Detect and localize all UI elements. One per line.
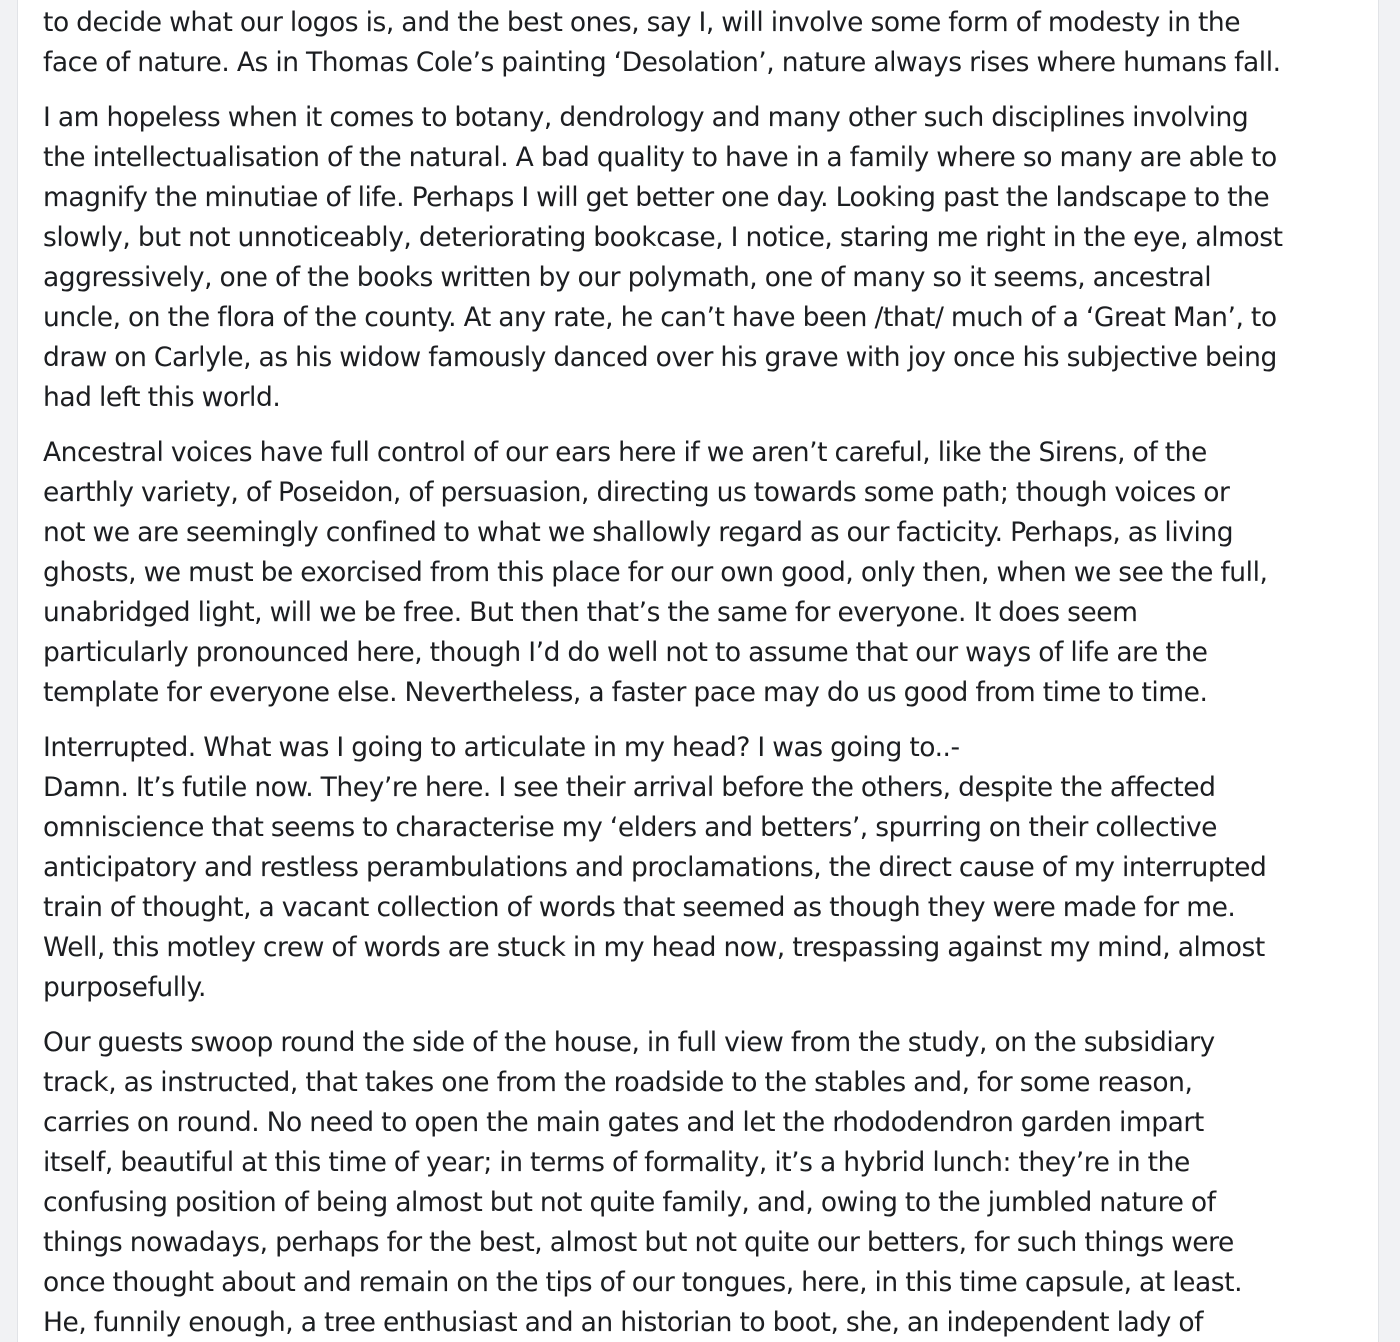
text-line: ghosts, we must be exorcised from this place for our own good, only then, when we see the full, <box>43 557 1268 588</box>
text-line: not we are seemingly confined to what we shallowly regard as our facticity. Perhaps, as living <box>43 517 1234 548</box>
paragraph-4 <box>43 728 1373 1008</box>
text-line: track, as instructed, that takes one from the roadside to the stables and, for some reason, <box>43 1067 1193 1098</box>
text-line: earthly variety, of Poseidon, of persuasion, directing us towards some path; though voices or <box>43 477 1230 508</box>
text-line: once thought about and remain on the tips of our tongues, here, in this time capsule, at least. <box>43 1267 1243 1298</box>
text-line: Ancestral voices have full control of our ears here if we aren’t careful, like the Sirens, of the <box>43 437 1207 468</box>
paragraph-5 <box>43 1023 1373 1342</box>
text-line: draw on Carlyle, as his widow famously danced over his grave with joy once his subjective being <box>43 342 1277 373</box>
text-line: Well, this motley crew of words are stuck in my head now, trespassing against my mind, almost <box>43 932 1265 963</box>
text-line: Interrupted. What was I going to articulate in my head? I was going to..- <box>43 732 960 763</box>
text-line: uncle, on the flora of the county. At any rate, he can’t have been /that/ much of a ‘Great Man’, to <box>43 302 1277 333</box>
text-line: particularly pronounced here, though I’d do well not to assume that our ways of life are the <box>43 637 1208 668</box>
text-line: itself, beautiful at this time of year; in terms of formality, it’s a hybrid lunch: they’re in the <box>43 1147 1190 1178</box>
text-line: I am hopeless when it comes to botany, dendrology and many other such disciplines involving <box>43 102 1249 133</box>
text-line: purposefully. <box>43 972 206 1003</box>
paragraph-3 <box>43 433 1373 713</box>
text-line: slowly, but not unnoticeably, deteriorating bookcase, I notice, staring me right in the eye, almost <box>43 222 1283 253</box>
text-line: aggressively, one of the books written by our polymath, one of many so it seems, ancestral <box>43 262 1212 293</box>
document-page <box>17 0 1379 1342</box>
text-line: unabridged light, will we be free. But then that’s the same for everyone. It does seem <box>43 597 1138 628</box>
text-line: Damn. It’s futile now. They’re here. I see their arrival before the others, despite the affected <box>43 772 1216 803</box>
text-line: anticipatory and restless perambulations and proclamations, the direct cause of my interrupted <box>43 852 1267 883</box>
paragraph-2 <box>43 98 1373 418</box>
text-line: had left this world. <box>43 382 281 413</box>
text-line: the intellectualisation of the natural. A bad quality to have in a family where so many are able to <box>43 142 1277 173</box>
text-line: He, funnily enough, a tree enthusiast and an historian to boot, she, an independent lady of <box>43 1307 1204 1338</box>
text-line: train of thought, a vacant collection of words that seemed as though they were made for me. <box>43 892 1236 923</box>
text-line: confusing position of being almost but not quite family, and, owing to the jumbled nature of <box>43 1187 1216 1218</box>
text-line: things nowadays, perhaps for the best, almost but not quite our betters, for such things were <box>43 1227 1234 1258</box>
text-line: face of nature. As in Thomas Cole’s painting ‘Desolation’, nature always rises where humans fall. <box>43 47 1281 78</box>
text-line: to decide what our logos is, and the best ones, say I, will involve some form of modesty in the <box>43 7 1241 38</box>
text-line: template for everyone else. Nevertheless, a faster pace may do us good from time to time. <box>43 677 1208 708</box>
text-line: omniscience that seems to characterise my ‘elders and betters’, spurring on their collective <box>43 812 1218 843</box>
text-line: magnify the minutiae of life. Perhaps I will get better one day. Looking past the landscape to the <box>43 182 1270 213</box>
text-line: carries on round. No need to open the main gates and let the rhododendron garden impart <box>43 1107 1204 1138</box>
document-body <box>43 3 1373 1342</box>
text-line: Our guests swoop round the side of the house, in full view from the study, on the subsidiary <box>43 1027 1215 1058</box>
paragraph-1 <box>43 3 1373 83</box>
